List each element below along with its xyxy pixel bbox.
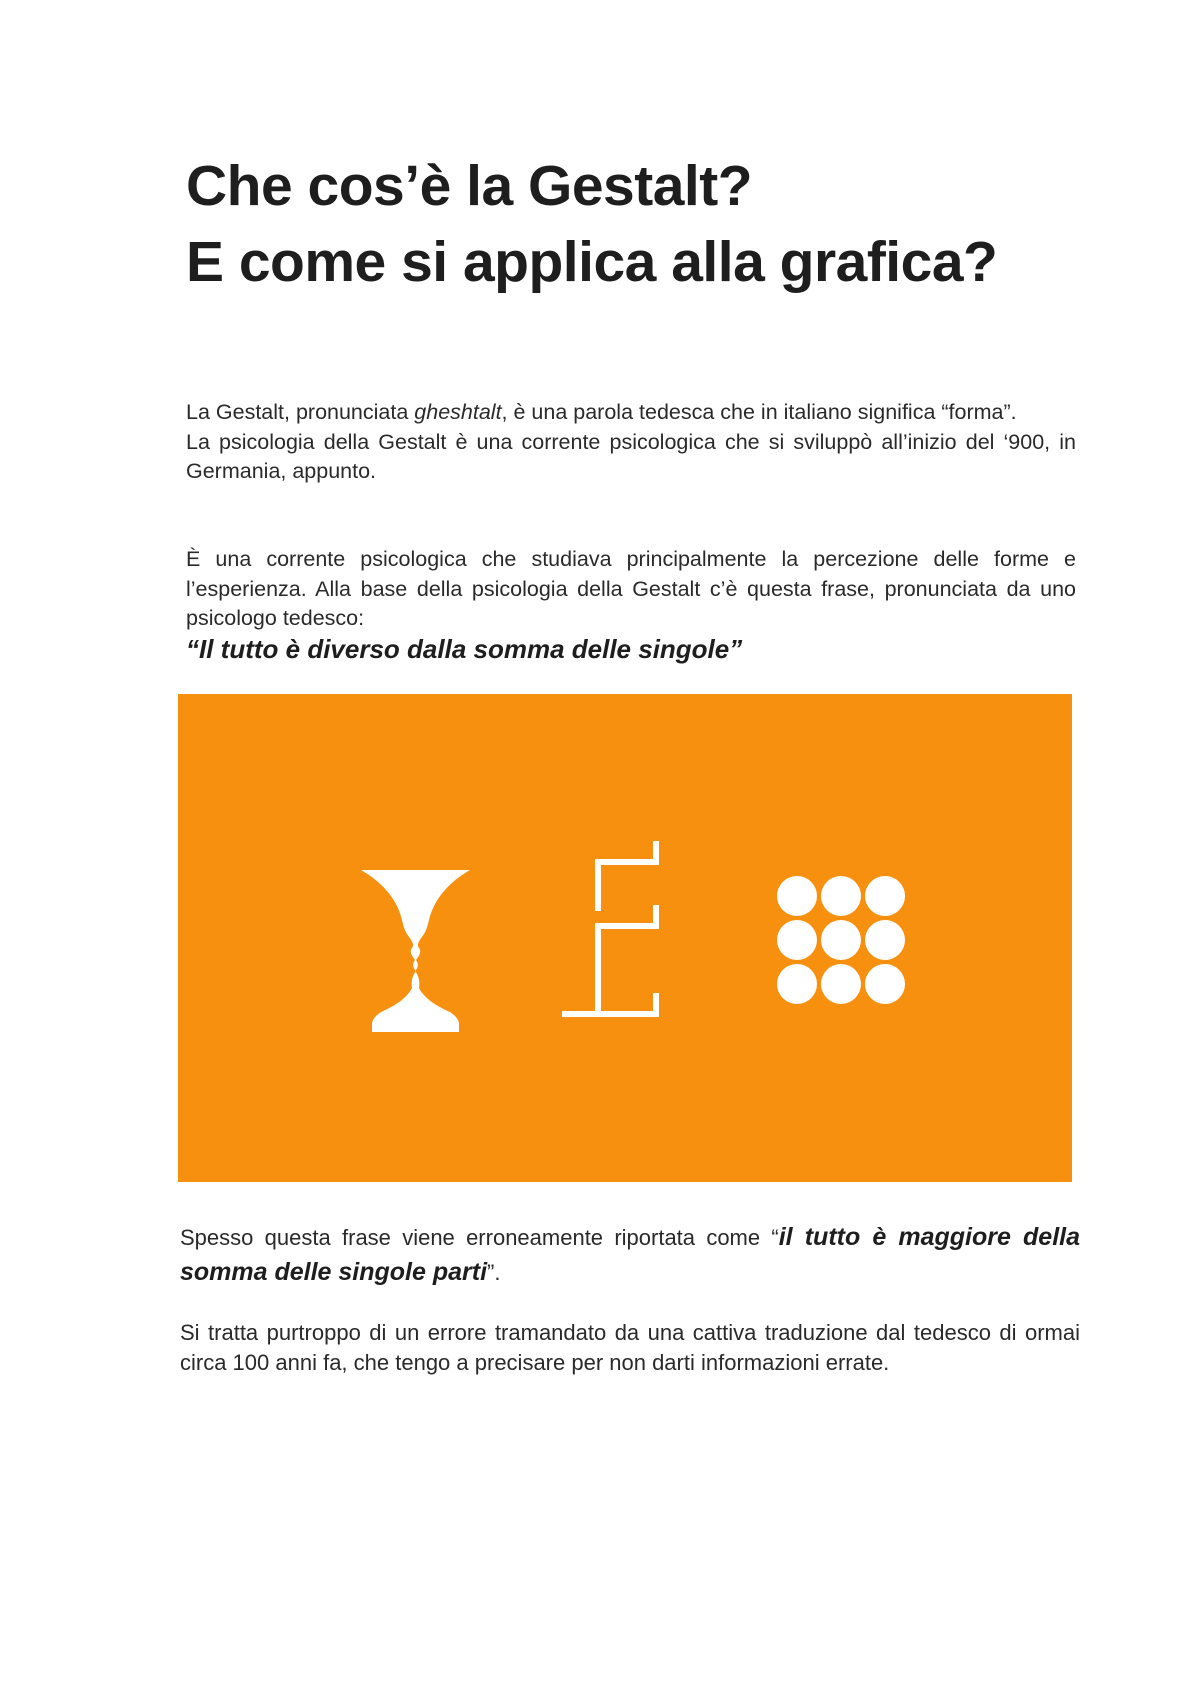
misquote-before: Spesso questa frase viene erroneamente riportata come “ bbox=[180, 1225, 779, 1250]
misquote-paragraph bbox=[180, 1220, 1080, 1290]
bracket-e-icon bbox=[565, 844, 656, 1014]
dot-circle bbox=[821, 920, 861, 960]
gestalt-quote: “Il tutto è diverso dalla somma delle singole” bbox=[186, 634, 743, 664]
page-title bbox=[186, 148, 1126, 300]
intro-text-before: La Gestalt, pronunciata bbox=[186, 400, 415, 424]
dot-circle bbox=[777, 876, 817, 916]
dot-circle bbox=[865, 920, 905, 960]
dot-circle bbox=[821, 876, 861, 916]
dot-circle bbox=[777, 964, 817, 1004]
perception-paragraph bbox=[186, 545, 1076, 634]
dot-circle bbox=[821, 964, 861, 1004]
intro-section bbox=[186, 398, 1076, 487]
rubin-vase-icon bbox=[361, 870, 470, 1032]
dot-circle bbox=[865, 964, 905, 1004]
pronunciation-term: gheshtalt bbox=[414, 400, 502, 424]
title-line-1: Che cos’è la Gestalt? bbox=[186, 154, 753, 218]
dot-circle bbox=[777, 920, 817, 960]
misquote-phrase: il tutto è maggiore della somma delle singole parti bbox=[180, 1223, 1080, 1286]
intro-text-after: , è una parola tedesca che in italiano significa “forma”. bbox=[501, 400, 1017, 424]
misquote-after: ”. bbox=[487, 1260, 501, 1285]
gestalt-illustration-svg bbox=[178, 694, 1072, 1182]
translation-error-text: Si tratta purtroppo di un errore tramandato da una cattiva traduzione dal tedesco di ormai circa 100 anni fa, che tengo a precisare per non darti informazioni errate. bbox=[180, 1320, 1080, 1375]
intro-paragraph-2: La psicologia della Gestalt è una corrente psicologica che si sviluppò all’inizio del ‘900, in Germania, appunto. bbox=[186, 429, 1076, 483]
gestalt-illustration bbox=[178, 694, 1072, 1182]
title-line-2: E come si applica alla grafica? bbox=[186, 230, 998, 294]
dot-circle bbox=[865, 876, 905, 916]
misquote-text bbox=[180, 1220, 1080, 1290]
translation-error-paragraph bbox=[180, 1318, 1080, 1378]
perception-text: È una corrente psicologica che studiava principalmente la percezione delle forme e l’esperienza. Alla base della psicologia della Gestalt c’è questa frase, pronunciata da uno psicologo tedesco: bbox=[186, 547, 1076, 630]
intro-paragraph-1 bbox=[186, 398, 1076, 428]
dot-grid-icon bbox=[777, 876, 905, 1004]
